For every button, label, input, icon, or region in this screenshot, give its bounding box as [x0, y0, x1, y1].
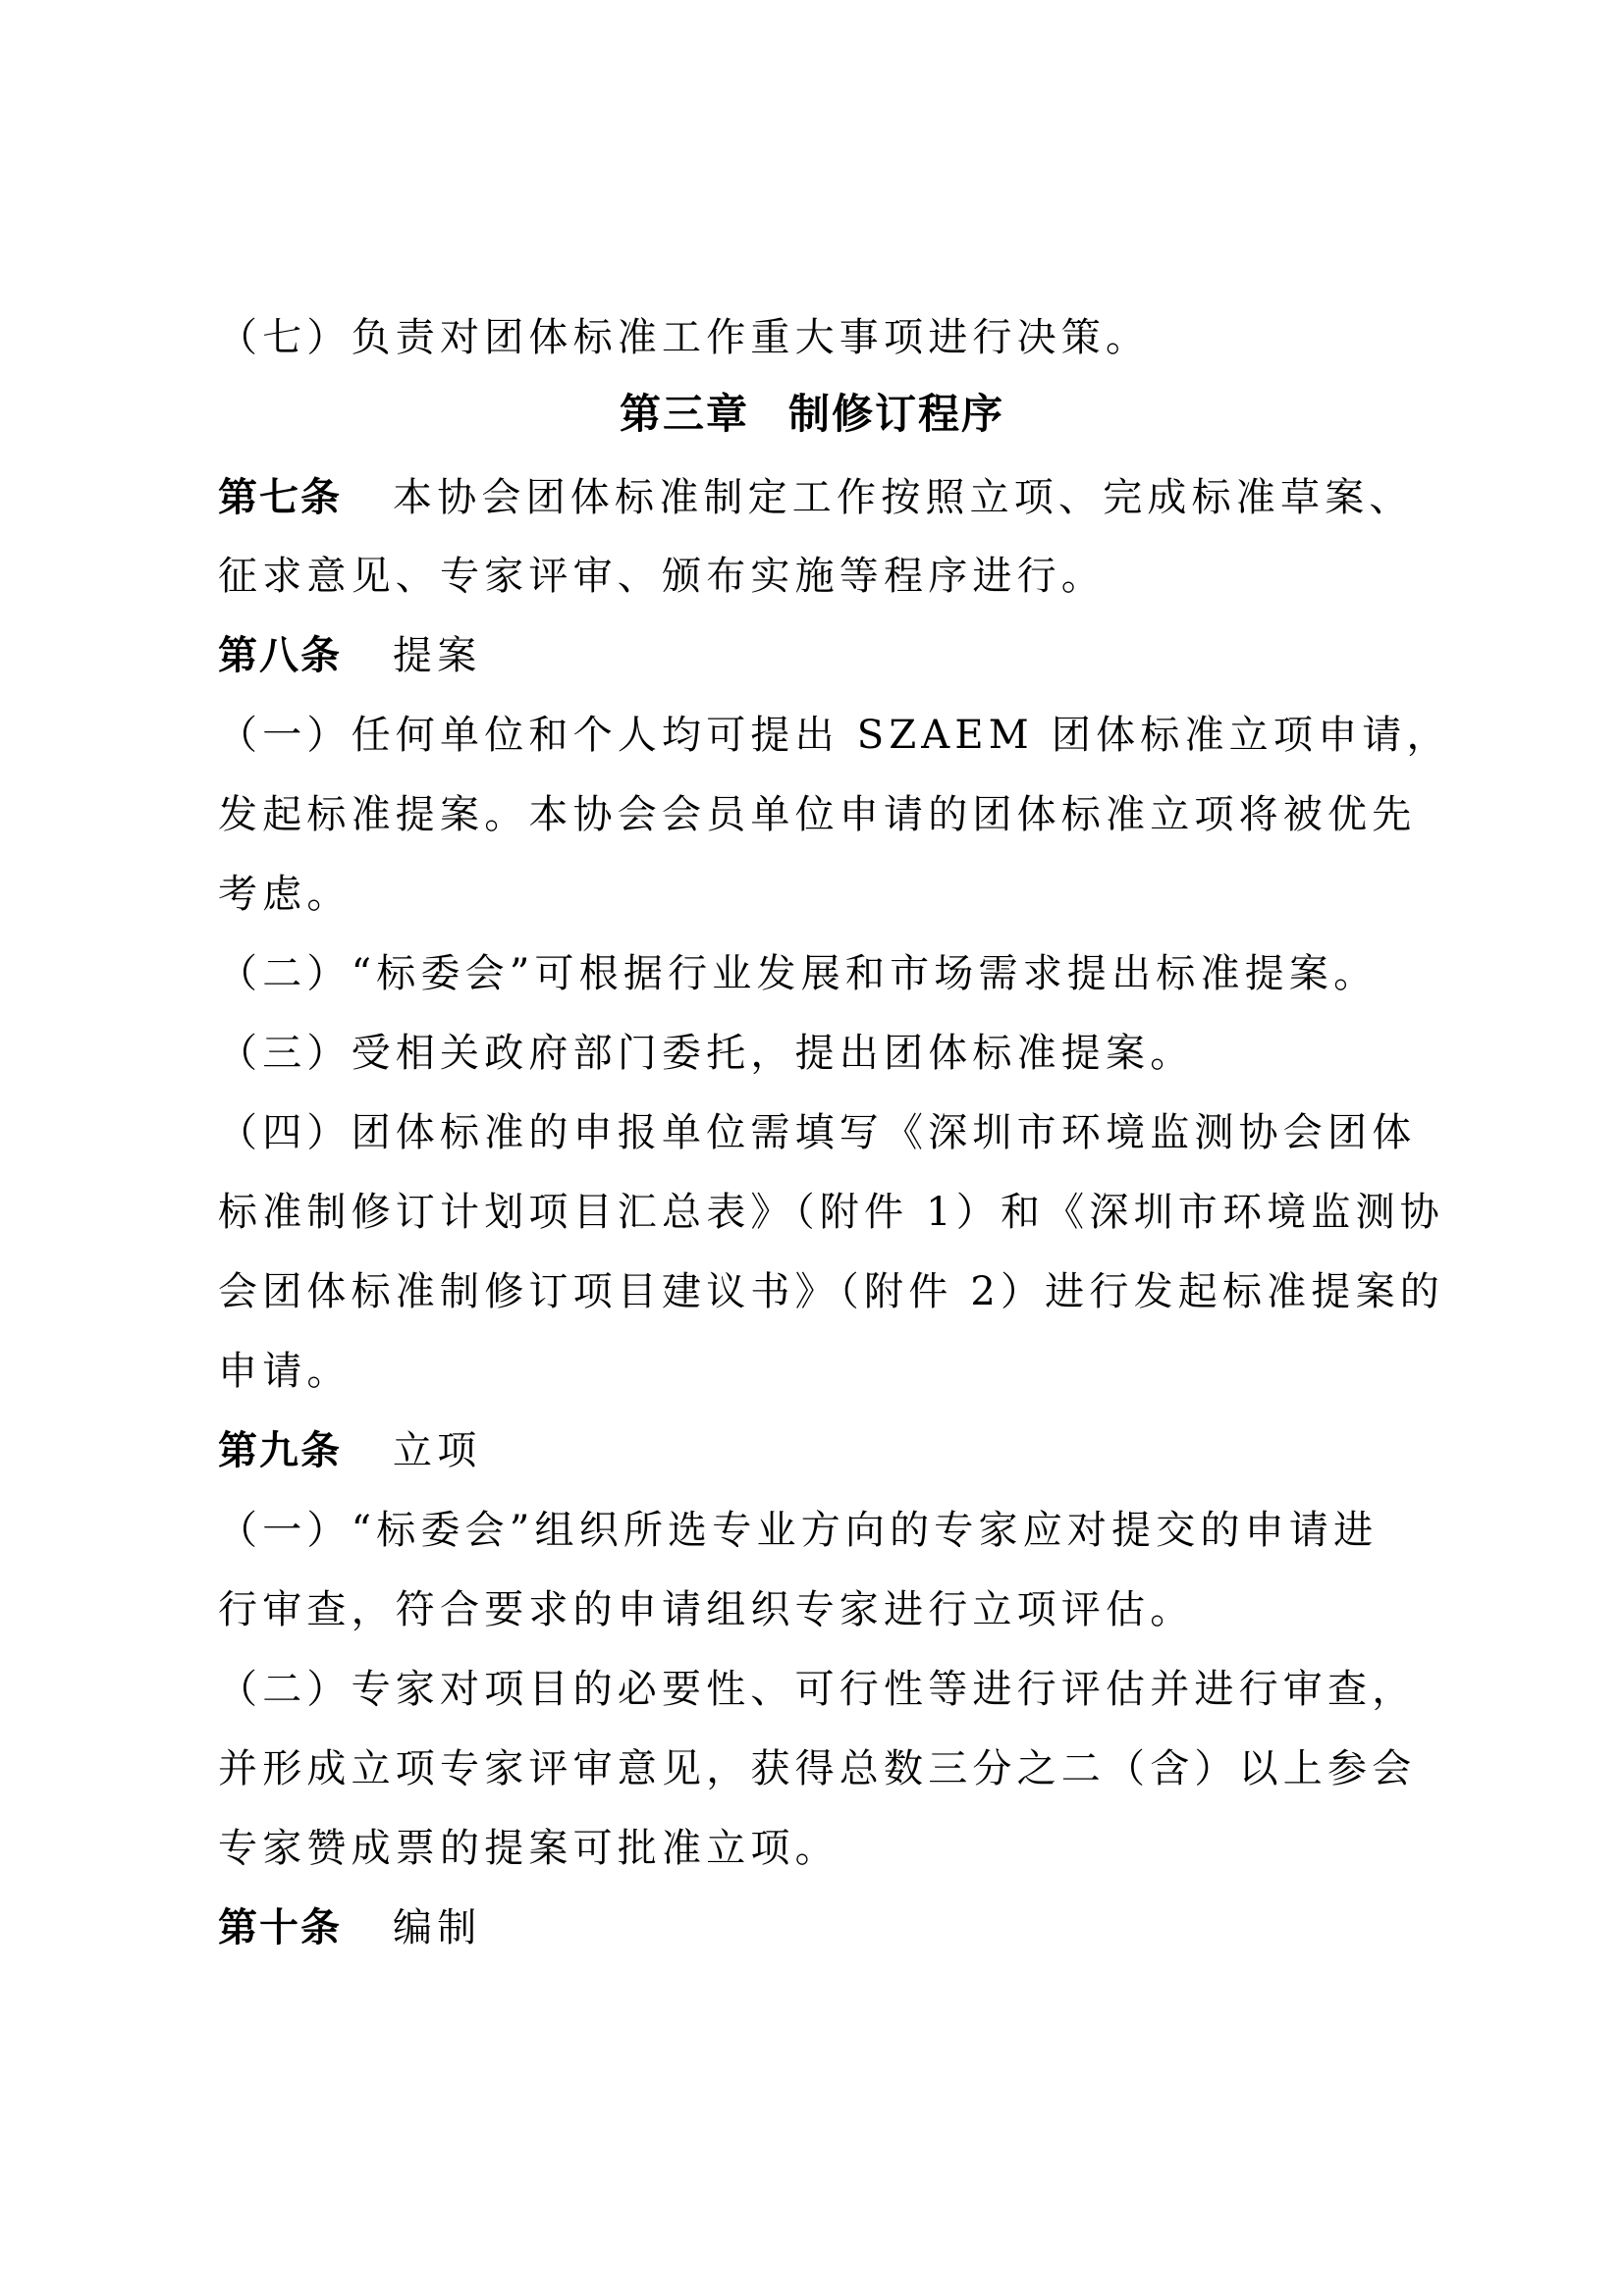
article-8-item-1-line-1: （一）任何单位和个人均可提出 SZAEM 团体标准立项申请，	[218, 713, 1451, 758]
article-10-heading	[218, 1900, 1416, 1955]
article-8-item-1-line-2: 发起标准提案。本协会会员单位申请的团体标准立项将被优先	[218, 792, 1417, 837]
article-9-item-2-line-3: 专家赞成票的提案可批准立项。	[218, 1826, 839, 1871]
article-9-label: 第九条	[218, 1428, 342, 1473]
article-8-item-1-line-3: 考虑。	[218, 872, 352, 917]
article-8-item-4-line-1: （四）团体标准的申报单位需填写《深圳市环境监测协会团体	[218, 1110, 1417, 1155]
article-7-text-1: 本协会团体标准制定工作按照立项、完成标准草案、	[393, 475, 1414, 520]
article-10-label: 第十条	[218, 1905, 342, 1950]
article-8-heading	[218, 628, 1416, 683]
article-8-item-4-line-2: 标准制修订计划项目汇总表》（附件 1）和《深圳市环境监测协	[218, 1190, 1444, 1235]
item-7-line: （七）负责对团体标准工作重大事项进行决策。	[218, 315, 1151, 360]
article-8-label: 第八条	[218, 633, 342, 678]
article-7-label: 第七条	[218, 475, 342, 520]
article-7-line-1	[218, 470, 1416, 525]
article-7-line-2: 征求意见、专家评审、颁布实施等程序进行。	[218, 554, 1106, 599]
article-8-item-4-line-3: 会团体标准制修订项目建议书》（附件 2）进行发起标准提案的	[218, 1269, 1444, 1314]
article-9-item-1-line-1: （一）“标委会”组织所选专业方向的专家应对提交的申请进	[218, 1508, 1379, 1553]
article-9-item-2-line-2: 并形成立项专家评审意见，获得总数三分之二（含）以上参会	[218, 1746, 1417, 1791]
chapter-number: 第三章	[619, 390, 749, 438]
article-8-title: 提案	[393, 633, 482, 678]
article-9-heading	[218, 1423, 1416, 1478]
article-9-title: 立项	[393, 1428, 482, 1473]
article-8-item-2: （二）“标委会”可根据行业发展和市场需求提出标准提案。	[218, 951, 1379, 996]
chapter-heading	[0, 386, 1624, 443]
article-8-item-3: （三）受相关政府部门委托，提出团体标准提案。	[218, 1031, 1195, 1076]
chapter-title: 制修订程序	[788, 390, 1005, 438]
article-8-item-4-line-4: 申请。	[218, 1349, 352, 1394]
article-9-item-2-line-1: （二）专家对项目的必要性、可行性等进行评估并进行审查，	[218, 1667, 1417, 1712]
article-10-title: 编制	[393, 1905, 482, 1950]
article-9-item-1-line-2: 行审查，符合要求的申请组织专家进行立项评估。	[218, 1587, 1195, 1632]
